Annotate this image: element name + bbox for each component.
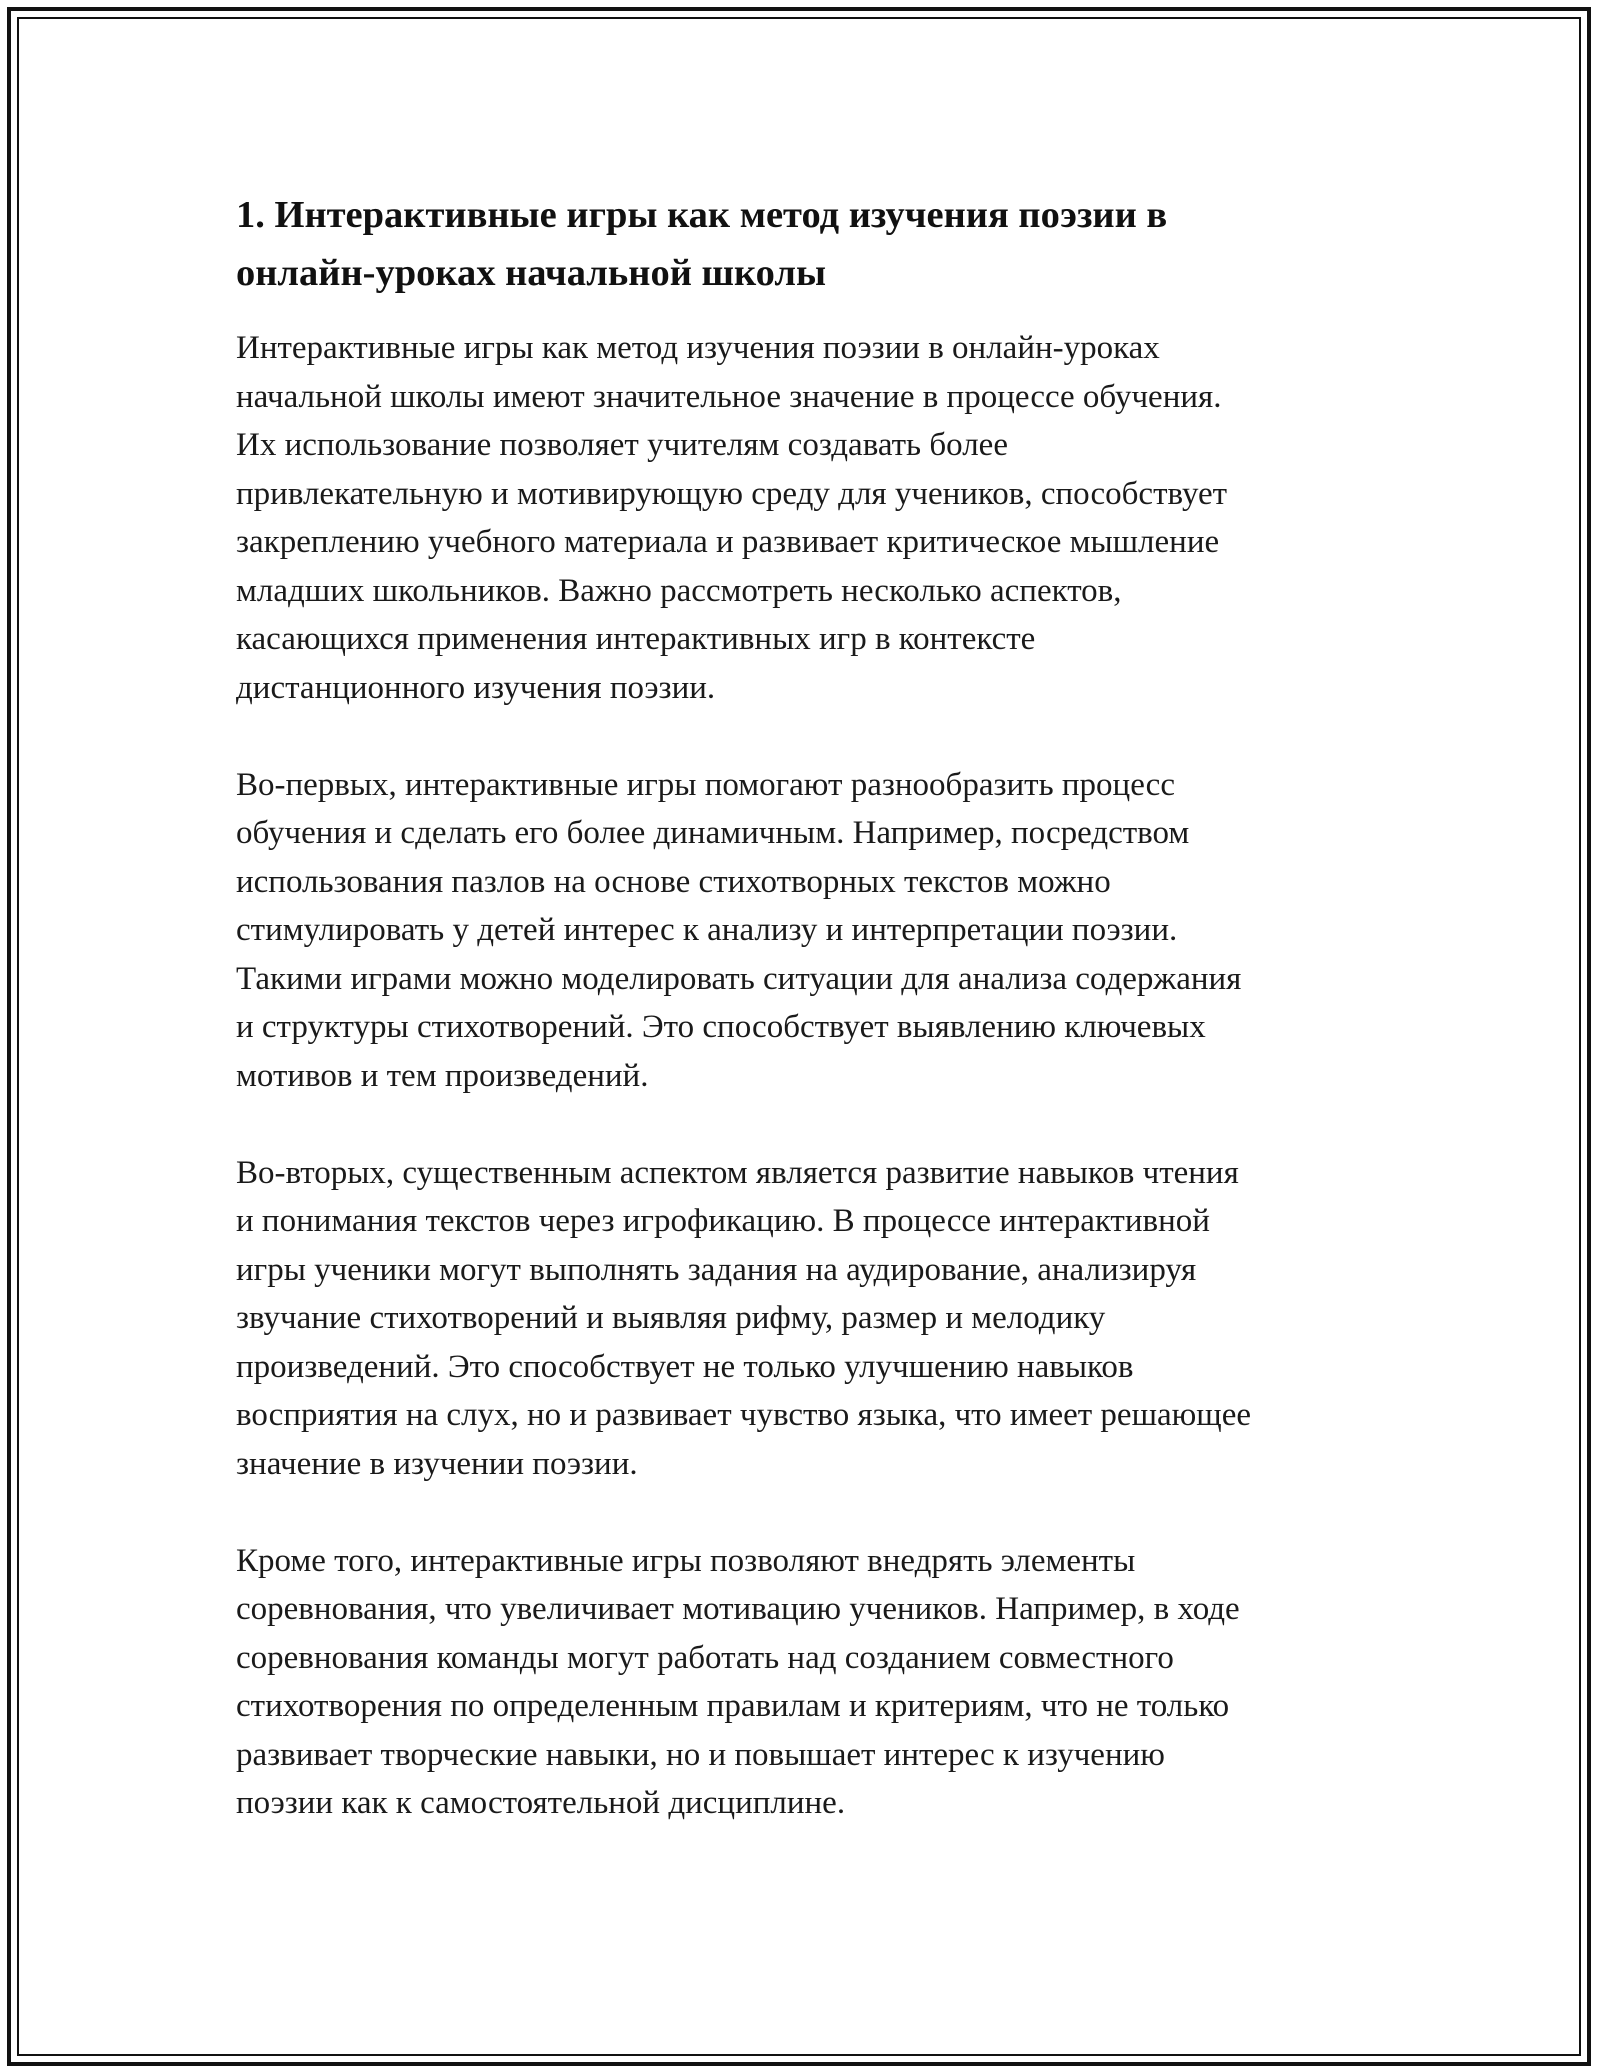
paragraph-third-point [236, 1537, 1396, 1828]
section-heading [236, 186, 1396, 302]
text-line: обучения и сделать его более динамичным. Например, посредством [236, 815, 1190, 851]
text-line: младших школьников. Важно рассмотреть несколько аспектов, [236, 572, 1122, 609]
paragraph-first-point [236, 761, 1396, 1101]
document-body [236, 186, 1396, 1828]
text-line: и структуры стихотворений. Это способствует выявлению ключевых [236, 1009, 1206, 1045]
text-line: стимулировать у детей интерес к анализу и интерпретации поэзии. [236, 912, 1178, 948]
text-line: восприятия на слух, но и развивает чувство языка, что имеет решающее [236, 1397, 1251, 1433]
text-line: касающихся применения интерактивных игр в контексте [236, 621, 1036, 657]
text-line: стихотворения по определенным правилам и критериям, что не только [236, 1688, 1230, 1724]
text-line: закреплению учебного материала и развивает критическое мышление [236, 524, 1220, 560]
paragraph-intro [236, 324, 1396, 712]
text-line: Во-вторых, существенным аспектом является развитие навыков чтения [236, 1154, 1239, 1191]
text-line: Такими играми можно моделировать ситуации для анализа содержания [236, 960, 1242, 997]
text-line: поэзии как к самостоятельной дисциплине. [236, 1785, 846, 1821]
text-line: звучание стихотворений и выявляя рифму, размер и мелодику [236, 1300, 1106, 1336]
heading-line: онлайн-уроках начальной школы [236, 252, 827, 294]
text-line: произведений. Это способствует не только улучшению навыков [236, 1348, 1134, 1385]
text-line: Во-первых, интерактивные игры помогают разнообразить процесс [236, 766, 1175, 803]
paragraph-second-point [236, 1149, 1396, 1489]
text-line: мотивов и тем произведений. [236, 1057, 649, 1094]
text-line: привлекательную и мотивирующую среду для учеников, способствует [236, 475, 1228, 512]
text-line: развивает творческие навыки, но и повышает интерес к изучению [236, 1736, 1165, 1773]
text-line: и понимания текстов через игрофикацию. В процессе интерактивной [236, 1203, 1210, 1239]
text-line: использования пазлов на основе стихотворных текстов можно [236, 863, 1111, 900]
text-line: значение в изучении поэзии. [236, 1445, 638, 1482]
text-line: соревнования, что увеличивает мотивацию учеников. Например, в ходе [236, 1591, 1240, 1627]
heading-line: 1. Интерактивные игры как метод изучения поэзии в [236, 194, 1168, 236]
text-line: игры ученики могут выполнять задания на аудирование, анализируя [236, 1251, 1197, 1288]
text-line: Кроме того, интерактивные игры позволяют внедрять элементы [236, 1542, 1136, 1579]
text-line: Интерактивные игры как метод изучения поэзии в онлайн-уроках [236, 330, 1160, 366]
text-line: дистанционного изучения поэзии. [236, 669, 716, 706]
text-line: Их использование позволяет учителям создавать более [236, 427, 1008, 463]
text-line: начальной школы имеют значительное значение в процессе обучения. [236, 378, 1222, 415]
text-line: соревнования команды могут работать над созданием совместного [236, 1639, 1174, 1676]
